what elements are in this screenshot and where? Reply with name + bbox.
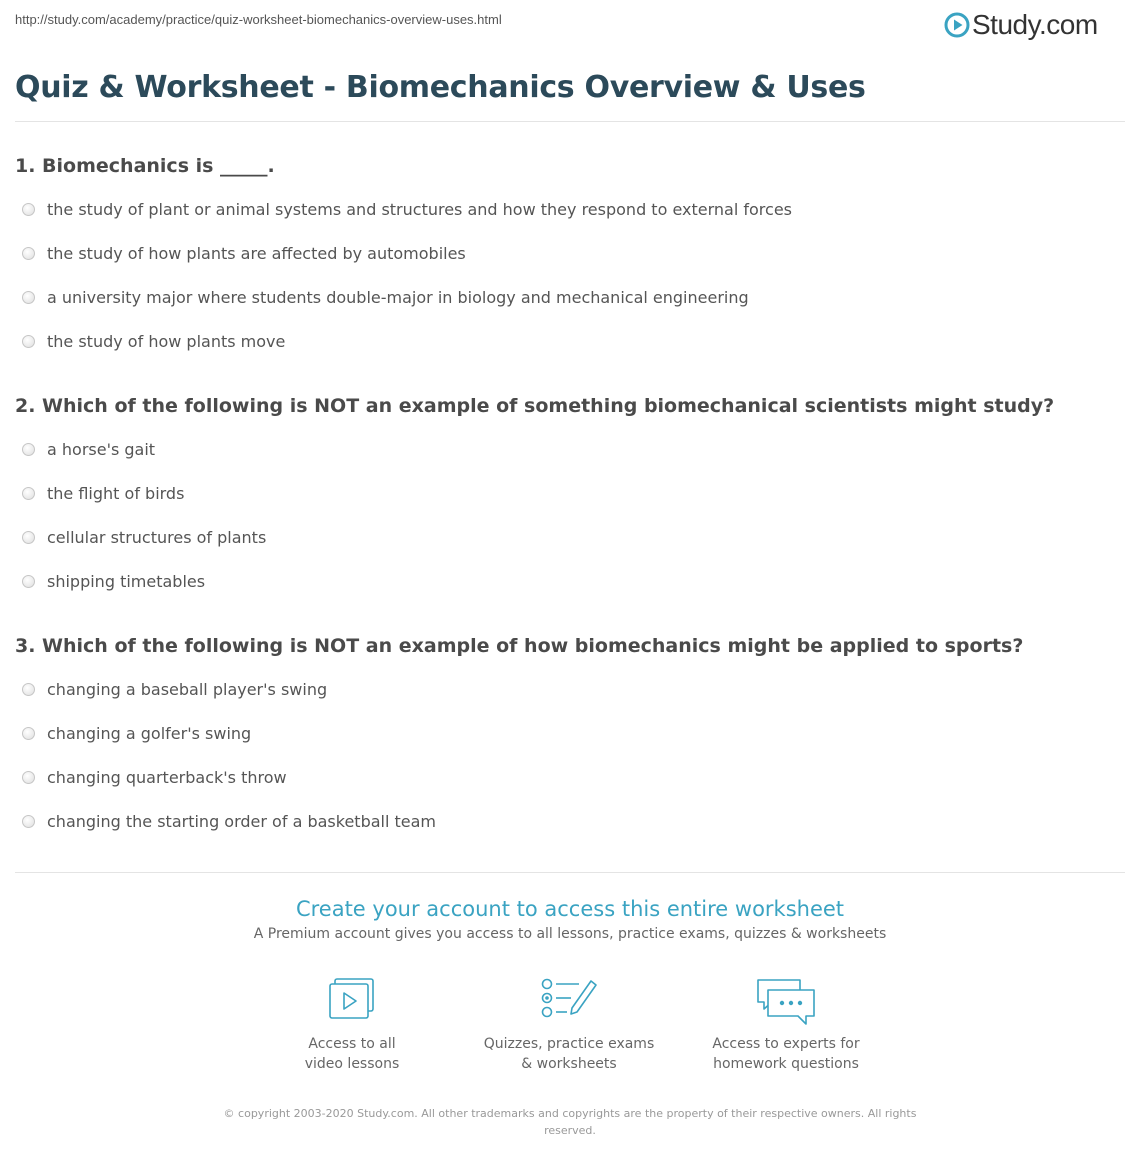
question-2: 2. Which of the following is NOT an example of something biomechanical scientists might study? xyxy=(15,395,1055,417)
feature-quizzes xyxy=(469,976,669,1074)
answer-text: the study of how plants move xyxy=(47,332,286,351)
premium-description: A Premium account gives you access to all lessons, practice exams, quizzes & worksheets xyxy=(253,926,887,942)
page-title: Quiz & Worksheet - Biomechanics Overview & Uses xyxy=(15,70,866,105)
answer-option[interactable] xyxy=(22,572,205,591)
radio-button[interactable] xyxy=(22,727,35,740)
video-lessons-icon xyxy=(326,976,378,1022)
radio-button[interactable] xyxy=(22,335,35,348)
feature-label: Quizzes, practice exams xyxy=(483,1036,655,1052)
answer-text: a horse's gait xyxy=(47,440,156,459)
radio-button[interactable] xyxy=(22,815,35,828)
feature-label: Access to experts for xyxy=(712,1036,860,1052)
answer-text: shipping timetables xyxy=(47,572,206,591)
feature-label: video lessons xyxy=(304,1056,400,1072)
feature-label: Access to all xyxy=(308,1036,396,1052)
answer-text: cellular structures of plants xyxy=(47,528,267,547)
answer-text: changing quarterback's throw xyxy=(47,768,287,787)
radio-button[interactable] xyxy=(22,487,35,500)
answer-option[interactable] xyxy=(22,288,749,307)
feature-label: & worksheets xyxy=(521,1056,617,1072)
answer-text: a university major where students double-major in biology and mechanical engineering xyxy=(47,288,749,307)
page-url: http://study.com/academy/practice/quiz-worksheet-biomechanics-overview-uses.html xyxy=(15,12,502,27)
radio-button[interactable] xyxy=(22,203,35,216)
chat-bubbles-icon xyxy=(754,976,818,1028)
play-circle-icon xyxy=(944,12,970,38)
title-divider xyxy=(15,121,1125,122)
copyright-footer: © copyright 2003-2020 Study.com. All other trademarks and copyrights are the property of their respective owners. All rights reserved. xyxy=(223,1107,917,1137)
quiz-checklist-icon xyxy=(539,976,599,1022)
cta-divider xyxy=(15,872,1125,873)
question-3: 3. Which of the following is NOT an example of how biomechanics might be applied to sports? xyxy=(15,635,1024,657)
answer-text: the study of plant or animal systems and structures and how they respond to external forces xyxy=(47,200,792,219)
answer-text: the study of how plants are affected by automobiles xyxy=(47,244,466,263)
logo-text: Study.com xyxy=(972,9,1098,40)
answer-text: changing a golfer's swing xyxy=(47,724,252,743)
question-1: 1. Biomechanics is _____. xyxy=(15,155,275,177)
answer-option[interactable] xyxy=(22,200,792,219)
answer-text: changing a baseball player's swing xyxy=(47,680,328,699)
answer-option[interactable] xyxy=(22,484,184,503)
study-logo[interactable] xyxy=(944,8,1098,42)
create-account-link[interactable]: Create your account to access this entire worksheet xyxy=(295,897,845,921)
radio-button[interactable] xyxy=(22,575,35,588)
answer-option[interactable] xyxy=(22,528,266,547)
answer-text: changing the starting order of a basketball team xyxy=(47,812,437,831)
radio-button[interactable] xyxy=(22,443,35,456)
radio-button[interactable] xyxy=(22,531,35,544)
radio-button[interactable] xyxy=(22,683,35,696)
answer-option[interactable] xyxy=(22,812,436,831)
feature-experts xyxy=(686,976,886,1074)
feature-video-lessons xyxy=(252,976,452,1074)
radio-button[interactable] xyxy=(22,291,35,304)
radio-button[interactable] xyxy=(22,247,35,260)
answer-option[interactable] xyxy=(22,244,466,263)
answer-option[interactable] xyxy=(22,440,155,459)
feature-label: homework questions xyxy=(713,1056,859,1072)
answer-option[interactable] xyxy=(22,724,251,743)
answer-option[interactable] xyxy=(22,680,327,699)
radio-button[interactable] xyxy=(22,771,35,784)
answer-option[interactable] xyxy=(22,332,285,351)
answer-option[interactable] xyxy=(22,768,287,787)
answer-text: the flight of birds xyxy=(47,484,185,503)
